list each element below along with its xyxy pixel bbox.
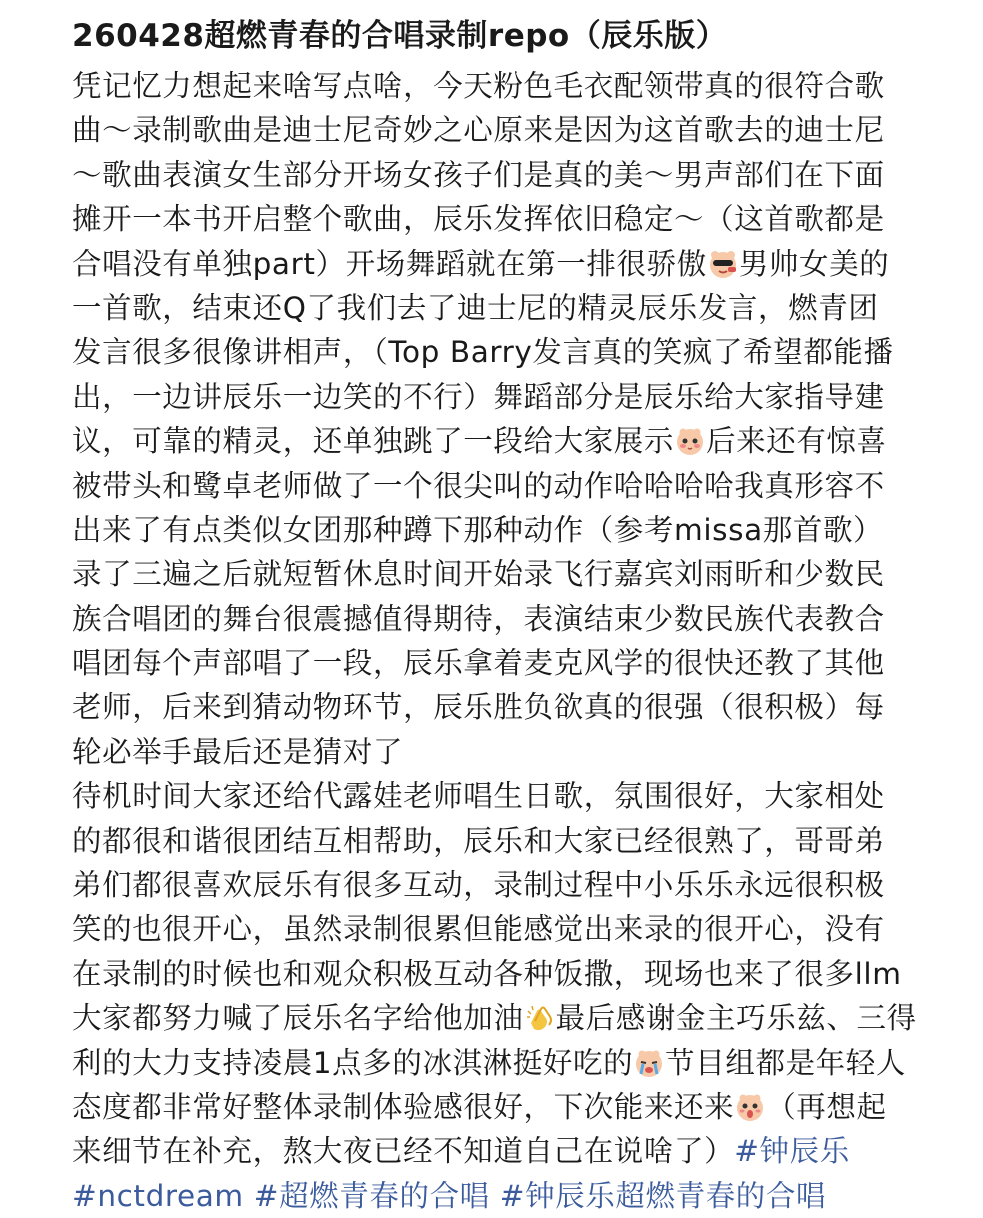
text-segment: 大家都努力喊了辰乐名字给他加油 [72, 1001, 524, 1036]
sunglasses-face-icon [708, 249, 738, 279]
text-line [72, 1129, 939, 1173]
text-segment: （再想起 [766, 1089, 887, 1124]
text-segment: 后来还有惊喜 [706, 424, 887, 459]
text-segment: 来细节在补充，熬大夜已经不知道自己在说啥了） [72, 1134, 735, 1169]
hashtag-line [72, 1174, 939, 1218]
text-line: 轮必举手最后还是猜对了 [72, 734, 404, 769]
crying-face-icon [634, 1048, 664, 1078]
text-line [72, 419, 939, 463]
text-line: 一首歌，结束还Q了我们去了迪士尼的精灵辰乐发言，燃青团 [72, 290, 879, 325]
text-line: 老师，后来到猜动物环节，辰乐胜负欲真的很强（很积极）每 [72, 690, 885, 725]
post-title: 260428超燃青春的合唱录制repo（辰乐版） [72, 18, 728, 54]
text-segment: 议，可靠的精灵，还单独跳了一段给大家展示 [72, 424, 675, 459]
text-line: 录了三遍之后就短暂休息时间开始录飞行嘉宾刘雨昕和少数民 [72, 557, 885, 592]
text-segment: 利的大力支持凌晨1点多的冰淇淋挺好吃的 [72, 1045, 634, 1080]
clapping-hands-icon [525, 1003, 555, 1033]
blushing-face-icon [675, 426, 705, 456]
text-segment: 男帅女美的 [738, 246, 890, 281]
text-line: 出，一边讲辰乐一边笑的不行）舞蹈部分是辰乐给大家指导建 [72, 379, 885, 414]
text-line [72, 996, 939, 1040]
text-line [72, 1085, 939, 1129]
hashtag-link[interactable]: #钟辰乐 [734, 1134, 850, 1169]
hashtag-link[interactable]: #超燃青春的合唱 [253, 1178, 490, 1213]
text-line: 摊开一本书开启整个歌曲，辰乐发挥依旧稳定～（这首歌都是 [72, 202, 885, 237]
text-line: 被带头和鹭卓老师做了一个很尖叫的动作哈哈哈哈我真形容不 [72, 468, 885, 503]
text-segment: 合唱没有单独part）开场舞蹈就在第一排很骄傲 [72, 246, 707, 281]
text-line [72, 242, 939, 286]
text-line: 凭记忆力想起来啥写点啥，今天粉色毛衣配领带真的很符合歌 [72, 69, 885, 103]
text-line: 出来了有点类似女团那种蹲下那种动作（参考missa那首歌） [72, 512, 884, 547]
text-line: 笑的也很开心，虽然录制很累但能感觉出来录的很开心，没有 [72, 912, 885, 947]
hashtag-link[interactable]: #钟辰乐超燃青春的合唱 [499, 1178, 827, 1213]
text-line: 待机时间大家还给代露娃老师唱生日歌，氛围很好，大家相处 [72, 779, 885, 814]
text-segment: 态度都非常好整体录制体验感很好，下次能来还来 [72, 1089, 735, 1124]
text-line: 的都很和谐很团结互相帮助，辰乐和大家已经很熟了，哥哥弟 [72, 823, 885, 858]
text-line: 唱团每个声部唱了一段，辰乐拿着麦克风学的很快还教了其他 [72, 646, 885, 681]
post-body [72, 64, 939, 1218]
text-line: 发言很多很像讲相声，（Top Barry发言真的笑疯了希望都能播 [72, 335, 894, 370]
text-line: ～歌曲表演女生部分开场女孩子们是真的美～男声部们在下面 [72, 157, 885, 192]
text-line: 弟们都很喜欢辰乐有很多互动，录制过程中小乐乐永远很积极 [72, 868, 885, 903]
text-segment: 最后感谢金主巧乐兹、三得 [555, 1001, 917, 1036]
text-line: 曲～录制歌曲是迪士尼奇妙之心原来是因为这首歌去的迪士尼 [72, 113, 885, 148]
text-line [72, 1041, 939, 1085]
hashtag-link[interactable]: #nctdream [72, 1178, 244, 1213]
text-segment: 节目组都是年轻人 [665, 1045, 906, 1080]
text-line: 在录制的时候也和观众积极互动各种饭撒，现场也来了很多llm [72, 956, 902, 991]
text-line: 族合唱团的舞台很震撼值得期待，表演结束少数民族代表教合 [72, 601, 885, 636]
shocked-face-icon [735, 1092, 765, 1122]
